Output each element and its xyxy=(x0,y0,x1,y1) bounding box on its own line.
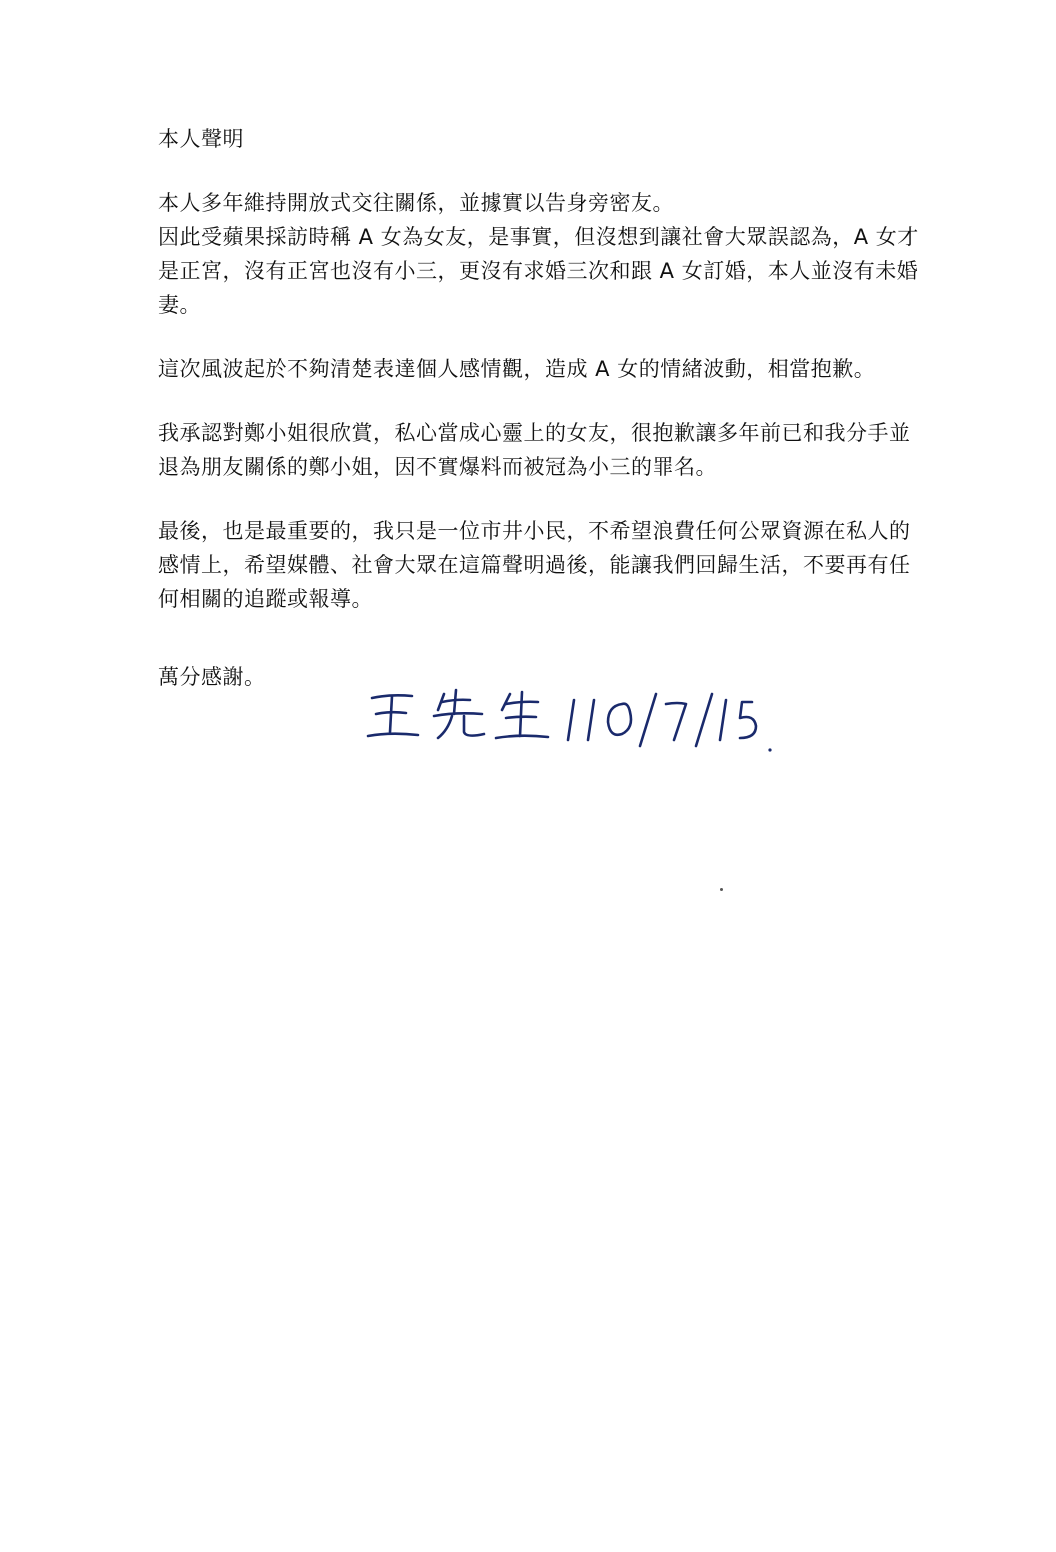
paragraph-3-line-1: 我承認對鄭小姐很欣賞，私心當成心靈上的女友，很抱歉讓多年前已和我分手並 xyxy=(158,421,911,445)
paragraph-1 xyxy=(158,186,918,322)
statement-title: 本人聲明 xyxy=(158,127,244,151)
paragraph-1-line-1: 本人多年維持開放式交往關係，並據實以告身旁密友。 xyxy=(158,191,674,215)
paragraph-1-line-4: 妻。 xyxy=(158,293,201,317)
paragraph-2-line-1: 這次風波起於不夠清楚表達個人感情觀，造成 A 女的情緒波動，相當抱歉。 xyxy=(158,357,876,381)
paragraph-3 xyxy=(158,416,918,484)
paragraph-3-line-2: 退為朋友關係的鄭小姐，因不實爆料而被冠為小三的罪名。 xyxy=(158,455,717,479)
scan-speck xyxy=(720,888,723,891)
closing-thanks: 萬分感謝。 xyxy=(158,665,266,689)
paragraph-1-line-2: 因此受蘋果採訪時稱 A 女為女友，是事實，但沒想到讓社會大眾誤認為，A 女才 xyxy=(158,225,919,249)
paragraph-1-line-3: 是正宮，沒有正宮也沒有小三，更沒有求婚三次和跟 A 女訂婚，本人並沒有未婚 xyxy=(158,259,919,283)
handwritten-signature xyxy=(360,680,780,760)
paragraph-4-line-2: 感情上，希望媒體、社會大眾在這篇聲明過後，能讓我們回歸生活，不要再有任 xyxy=(158,553,911,577)
paragraph-2 xyxy=(158,352,918,386)
paragraph-4-line-1: 最後，也是最重要的，我只是一位市井小民，不希望浪費任何公眾資源在私人的 xyxy=(158,519,911,543)
statement-body xyxy=(158,122,918,646)
paragraph-4 xyxy=(158,514,918,616)
paragraph-4-line-3: 何相關的追蹤或報導。 xyxy=(158,587,373,611)
